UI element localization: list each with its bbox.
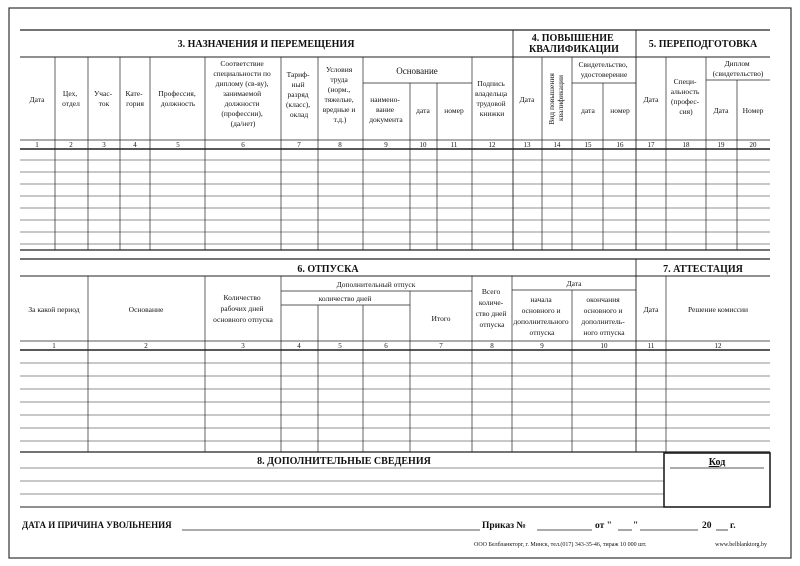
top-col-number: 20 (749, 141, 757, 149)
header-extra-leave: Дополнительный отпуск (336, 280, 416, 289)
bottom-col-number: 4 (297, 342, 301, 350)
header-attest-date: Дата (643, 305, 659, 314)
bottom-column-numbers (52, 342, 722, 350)
header-site: Учас- ток (93, 89, 113, 108)
top-col-number: 7 (297, 141, 301, 149)
header-cert-number: номер (610, 106, 630, 115)
publisher-info: ООО Белбланкторг, г. Минск, тел.(017) 343-35-46, тираж 10 000 шт. (474, 542, 647, 548)
bottom-col-number: 2 (144, 342, 148, 350)
top-col-number: 19 (717, 141, 725, 149)
bottom-col-number: 5 (338, 342, 342, 350)
top-col-number: 14 (553, 141, 561, 149)
top-col-number: 12 (488, 141, 496, 149)
order-label: Приказ № (482, 521, 526, 531)
top-col-number: 5 (176, 141, 180, 149)
top-column-numbers (35, 141, 757, 149)
header-category: Кате- гория (125, 89, 144, 108)
header-doc-name: наимено- вание документа (369, 95, 403, 124)
dismissal-label: ДАТА И ПРИЧИНА УВОЛЬНЕНИЯ (22, 520, 172, 530)
header-cert-date: дата (581, 106, 595, 115)
order-year-suffix: г. (730, 521, 736, 531)
header-basis-number: номер (444, 106, 464, 115)
header-leave-basis: Основание (128, 305, 164, 314)
header-certificate: Свидетельство, удостоверение (578, 60, 628, 79)
code-label: Код (708, 457, 726, 468)
header-diploma-number: Номер (742, 106, 764, 115)
top-col-number: 10 (419, 141, 427, 149)
header-diploma-date: Дата (713, 106, 729, 115)
header-correspondence: Соответствие специальности по диплому (св-ву), занимаемой должности (профессии), (да/нет) (213, 59, 271, 128)
top-col-number: 1 (35, 141, 39, 149)
top-col-number: 15 (584, 141, 592, 149)
top-col-number: 13 (523, 141, 531, 149)
header-main-days: Количество рабочих дней основного отпуска (213, 293, 273, 324)
header-conditions: Условия труда (норм., тяжелые, вредные и т.д.) (322, 65, 356, 124)
bottom-col-number: 11 (647, 342, 655, 350)
top-col-number: 8 (338, 141, 342, 149)
header-leave-period: За какой период (28, 305, 80, 314)
top-col-number: 3 (102, 141, 106, 149)
header-date: Дата (29, 95, 45, 104)
top-col-number: 6 (241, 141, 245, 149)
header-attest-decision: Решение комиссии (687, 305, 749, 314)
header-all-days: Всего количе- ство дней отпуска (475, 287, 507, 329)
order-year-prefix: 20 (702, 521, 712, 531)
header-dept: Цех, отдел (62, 89, 80, 108)
header-retrain-date: Дата (643, 95, 659, 104)
top-col-number: 2 (69, 141, 73, 149)
header-qual-kind: Вид повышения квалификации (547, 73, 565, 125)
top-col-number: 11 (450, 141, 458, 149)
top-col-number: 9 (384, 141, 388, 149)
header-leave-start: начала основного и дополнительного отпуска (513, 295, 569, 337)
top-col-number: 16 (616, 141, 624, 149)
header-tariff: Тариф- ный разряд (класс), оклад (285, 70, 311, 119)
header-total: Итого (431, 314, 451, 323)
bottom-col-number: 9 (540, 342, 544, 350)
header-qual-date: Дата (519, 95, 535, 104)
bottom-col-number: 1 (52, 342, 56, 350)
section3-title: 3. НАЗНАЧЕНИЯ И ПЕРЕМЕЩЕНИЯ (177, 39, 355, 50)
section7-title: 7. АТТЕСТАЦИЯ (663, 264, 743, 275)
order-quote: " (633, 521, 639, 531)
section6-title: 6. ОТПУСКА (297, 264, 359, 275)
header-signature: Подпись владельца трудовой книжки (474, 79, 508, 118)
bottom-col-number: 3 (241, 342, 245, 350)
bottom-col-number: 6 (384, 342, 388, 350)
header-leave-end: окончания основного и дополнитель- ного отпуска (581, 295, 625, 337)
section5-title: 5. ПЕРЕПОДГОТОВКА (648, 39, 758, 50)
top-col-number: 4 (133, 141, 137, 149)
publisher-site: www.belblanktorg.by (715, 542, 767, 548)
bottom-col-number: 10 (600, 342, 608, 350)
top-col-number: 18 (682, 141, 690, 149)
header-specialty: Специ- альность (профес- сия) (670, 77, 700, 116)
top-table-grid (20, 30, 770, 250)
bottom-col-number: 8 (490, 342, 494, 350)
section8-title: 8. ДОПОЛНИТЕЛЬНЫЕ СВЕДЕНИЯ (257, 456, 431, 467)
bottom-col-number: 12 (714, 342, 722, 350)
header-profession: Профессия, должность (158, 89, 196, 108)
header-diploma: Диплом (свидетельство) (712, 59, 764, 78)
header-days-count: количество дней (318, 294, 372, 303)
bottom-col-number: 7 (439, 342, 443, 350)
header-leave-dates: Дата (566, 279, 582, 288)
dismissal-row (22, 520, 736, 531)
order-from-label: от " (595, 521, 612, 531)
header-basis: Основание (396, 66, 438, 76)
top-col-number: 17 (647, 141, 655, 149)
section4-title: 4. ПОВЫШЕНИЕ КВАЛИФИКАЦИИ (529, 33, 619, 55)
header-basis-date: дата (416, 106, 430, 115)
